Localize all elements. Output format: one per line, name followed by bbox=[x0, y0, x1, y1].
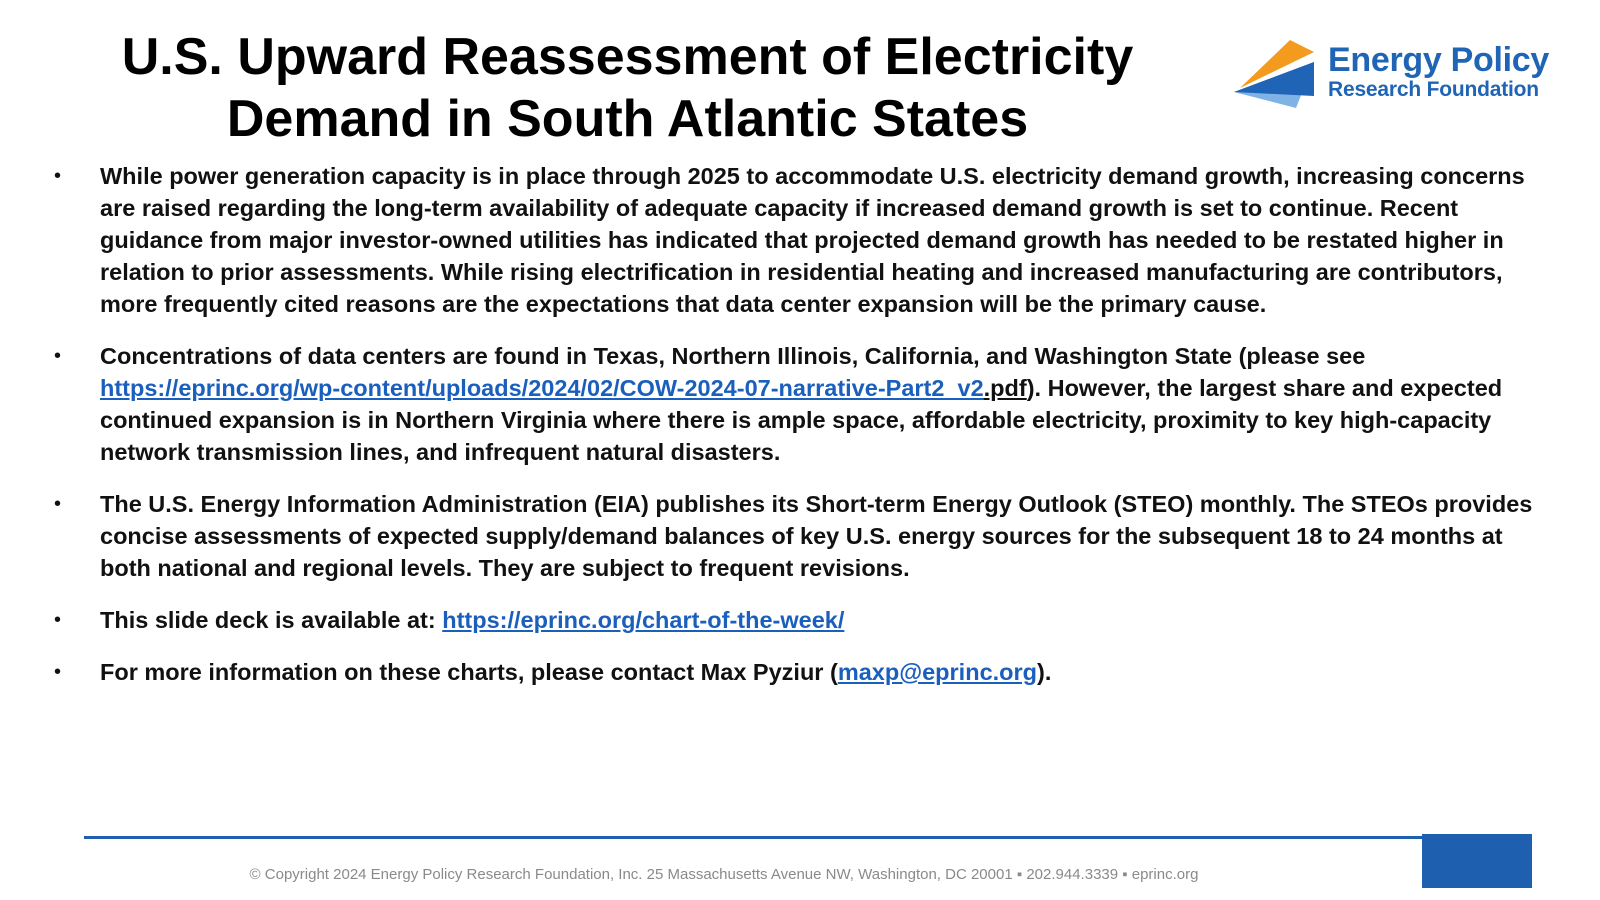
bullet-text: This slide deck is available at: bbox=[100, 607, 443, 633]
logo-line-1: Energy Policy bbox=[1328, 41, 1549, 79]
bullet-text: ). However, the largest share and expected continued expansion is in Northern Virginia where there is ample space, affordable electricity, proximity to key high-capacity network transmission lines, and infrequent natural disasters. bbox=[100, 375, 1503, 465]
bullet-list bbox=[54, 160, 1554, 708]
epr-logo bbox=[1232, 26, 1582, 114]
slide-title-line-1: U.S. Upward Reassessment of Electricity bbox=[121, 28, 1134, 86]
footer-accent-box bbox=[1422, 834, 1532, 888]
bullet-item bbox=[54, 340, 1554, 468]
bullet-dot: • bbox=[54, 609, 62, 631]
pdf-extension[interactable]: .pdf bbox=[983, 375, 1027, 401]
bullet-item bbox=[54, 488, 1554, 584]
narrative-pdf-link[interactable]: https://eprinc.org/wp-content/uploads/2024/02/COW-2024-07-narrative-Part2_v2 bbox=[100, 375, 984, 401]
footer-divider bbox=[84, 836, 1532, 839]
bullet-text: Concentrations of data centers are found in Texas, Northern Illinois, California, and Washington State (please see bbox=[100, 343, 1366, 369]
bullet-dot: • bbox=[54, 661, 62, 683]
contact-email-link[interactable]: maxp@eprinc.org bbox=[837, 659, 1038, 685]
bullet-item bbox=[54, 604, 1554, 636]
chart-of-the-week-link[interactable]: https://eprinc.org/chart-of-the-week/ bbox=[442, 607, 845, 633]
logo-wordmark bbox=[1328, 42, 1549, 102]
bullet-item bbox=[54, 160, 1554, 320]
bullet-text: While power generation capacity is in place through 2025 to accommodate U.S. electricity demand growth, increasing concerns are raised regarding the long-term availability of adequate capacity if increased demand growth is set to continue. Recent guidance from major investor-owned utilities has indicated that projected demand growth has needed to be restated higher in relation to prior assessments. While rising electrification in residential heating and increased manufacturing are contributors, more frequently cited reasons are the expectations that data center expansion will be the primary cause. bbox=[100, 163, 1525, 317]
logo-line-2: Research Foundation bbox=[1328, 78, 1539, 101]
epr-logo-icon bbox=[1232, 26, 1328, 114]
footer-copyright: © Copyright 2024 Energy Policy Research Foundation, Inc. 25 Massachusetts Avenue NW, Washington, DC 20001 ▪ 202.944.3339 ▪ eprinc.org bbox=[249, 866, 1199, 883]
slide-title bbox=[40, 26, 1215, 150]
bullet-dot: • bbox=[54, 345, 62, 367]
slide-title-line-2: Demand in South Atlantic States bbox=[226, 90, 1029, 148]
bullet-text: For more information on these charts, please contact Max Pyziur ( bbox=[100, 659, 838, 685]
bullet-dot: • bbox=[54, 165, 62, 187]
bullet-text: ). bbox=[1037, 659, 1052, 685]
bullet-dot: • bbox=[54, 493, 62, 515]
bullet-item bbox=[54, 656, 1554, 688]
bullet-text: The U.S. Energy Information Administration (EIA) publishes its Short-term Energy Outlook (STEO) monthly. The STEOs provides concise assessments of expected supply/demand balances of key U.S. energy sources for the subsequent 18 to 24 months at both national and regional levels. They are subject to frequent revisions. bbox=[100, 491, 1533, 581]
